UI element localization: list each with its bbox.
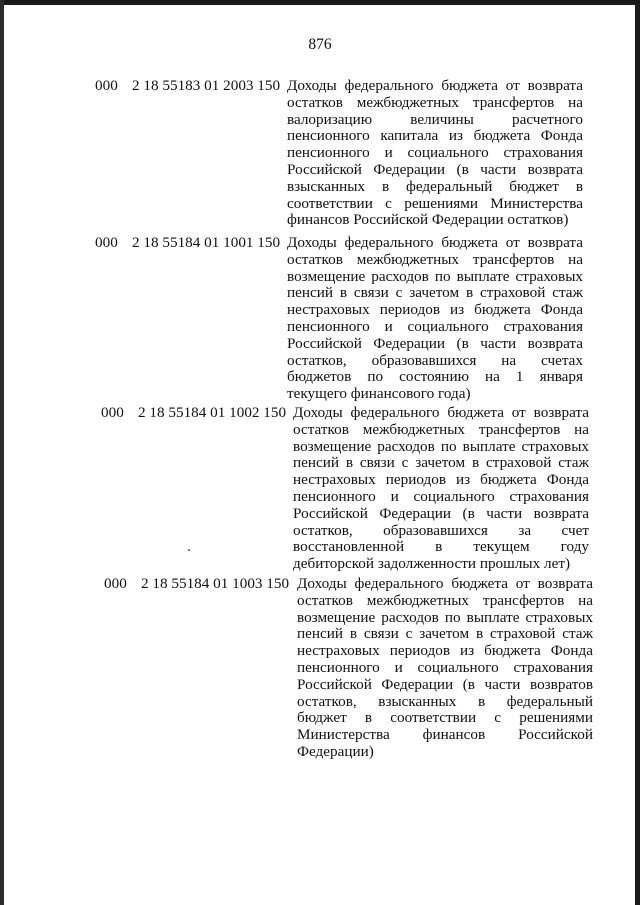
page-number: 876 [308, 36, 332, 53]
entry-prefix-code: 000 [101, 404, 124, 421]
scan-border-top [0, 0, 640, 5]
entry-classification-code: 2 18 55184 01 1001 150 [132, 234, 281, 251]
entry-prefix-code: 000 [95, 77, 118, 94]
entry-prefix-code: 000 [95, 234, 118, 251]
budget-entry [0, 78, 640, 238]
budget-entry [0, 575, 640, 760]
entry-description: Доходы федерального бюджета от возврата остатков межбюджетных трансфертов на валоризацию величины расчетного пенсионного капитала из бюджета Фонда пенсионного и социального страхования Российской Федерации (в части возврата взысканных в федеральный бюджет в соответствии с решениями Министерства финансов Российской Федерации остатков) [287, 77, 583, 229]
entry-prefix-code: 000 [104, 575, 127, 592]
entry-description: Доходы федерального бюджета от возврата остатков межбюджетных трансфертов на возмещение расходов по выплате страховых пенсий в связи с зачетом в страховой стаж нестраховых периодов из бюджета Фонда пенсионного и социального страхования Российской Федерации (в части возврата остатков, образовавшихся на счетах бюджетов по состоянию на 1 января текущего финансового года) [287, 234, 583, 403]
entry-classification-code: 2 18 55184 01 1003 150 [141, 575, 290, 592]
budget-entry [0, 405, 640, 575]
entry-description: Доходы федерального бюджета от возврата остатков межбюджетных трансфертов на возмещение расходов по выплате страховых пенсий в связи с зачетом в страховой стаж нестраховых периодов из бюджета Фонда пенсионного и социального страхования Российской Федерации (в части возвратов остатков, взысканных в федеральный бюджет в соответствии с решениями Министерства финансов Российской Федерации) [297, 575, 593, 760]
scan-speck [188, 549, 190, 551]
entry-classification-code: 2 18 55184 01 1002 150 [138, 404, 287, 421]
entry-classification-code: 2 18 55183 01 2003 150 [132, 77, 281, 94]
entry-description: Доходы федерального бюджета от возврата остатков межбюджетных трансфертов на возмещение расходов по выплате страховых пенсий в связи с зачетом в страховой стаж нестраховых периодов из бюджета Фонда пенсионного и социального страхования Российской Федерации (в части возврата остатков, образовавшихся за счет восстановленной в текущем году дебиторской задолженности прошлых лет) [293, 404, 589, 573]
budget-entry [0, 235, 640, 405]
